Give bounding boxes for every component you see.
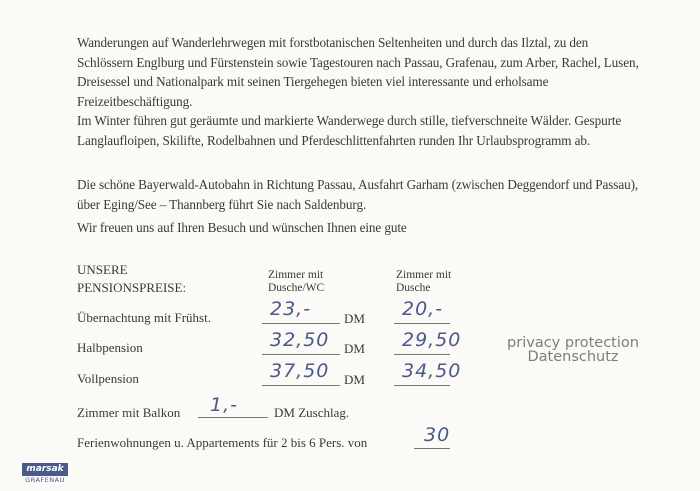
apartments-price-value: 30 bbox=[424, 424, 451, 446]
price-value-dusche: 20,- bbox=[402, 298, 444, 320]
price-value-dusche: 29,50 bbox=[402, 329, 462, 351]
price-value-dusche-wc: 37,50 bbox=[270, 360, 330, 382]
column-header-dusche bbox=[396, 269, 450, 295]
column-header-dusche-line1: Zimmer mit bbox=[396, 269, 452, 281]
publisher-logo-name: marsak bbox=[22, 463, 68, 476]
price-value-dusche-wc: 23,- bbox=[270, 298, 312, 320]
price-row-label: Halbpension bbox=[77, 340, 143, 355]
price-row-label: Übernachtung mit Frühst. bbox=[77, 310, 211, 325]
publisher-logo-place: GRAFENAU bbox=[25, 476, 65, 484]
currency-label: DM bbox=[344, 372, 365, 387]
prices-title-line1: UNSERE bbox=[77, 262, 128, 277]
underline bbox=[394, 354, 450, 355]
column-header-dusche-wc-line1: Zimmer mit bbox=[268, 269, 324, 281]
column-header-dusche-line2: Dusche bbox=[396, 282, 431, 294]
prices-title-line2: PENSIONSPREISE: bbox=[77, 280, 187, 295]
price-row-label: Vollpension bbox=[77, 371, 139, 386]
privacy-watermark bbox=[500, 336, 646, 364]
underline bbox=[262, 385, 340, 386]
balcony-label: Zimmer mit Balkon bbox=[77, 405, 181, 420]
column-header-dusche-wc bbox=[268, 269, 324, 295]
directions-paragraph: Die schöne Bayerwald-Autobahn in Richtung Passau, Ausfahrt Garham (zwischen Deggendorf und Passau), über Eging/See – Thannberg führt Sie nach Saldenburg. bbox=[77, 177, 639, 212]
privacy-watermark-line2: Datenschutz bbox=[527, 349, 619, 365]
balcony-surcharge-value: 1,- bbox=[210, 394, 238, 416]
underline bbox=[198, 417, 268, 418]
underline bbox=[394, 385, 450, 386]
underline bbox=[262, 323, 340, 324]
greeting-paragraph: Wir freuen uns auf Ihren Besuch und wünschen Ihnen eine gute bbox=[77, 220, 407, 235]
currency-label: DM bbox=[344, 341, 365, 356]
privacy-watermark-line1: privacy protection bbox=[507, 335, 639, 351]
winter-paragraph: Im Winter führen gut geräumte und markierte Wanderwege durch stille, tiefverschneite Wälder. Gespurte Langlaufloipen, Skilifte, Rodelbahnen und Pferdeschlittenfahrten runden Ihr Urlaubsprogramm ab. bbox=[77, 113, 622, 148]
balcony-suffix: DM Zuschlag. bbox=[274, 405, 350, 420]
price-value-dusche-wc: 32,50 bbox=[270, 329, 330, 351]
price-value-dusche: 34,50 bbox=[402, 360, 462, 382]
column-header-dusche-wc-line2: Dusche/WC bbox=[268, 282, 325, 294]
apartments-label: Ferienwohnungen u. Appartements für 2 bis 6 Pers. von bbox=[77, 435, 368, 450]
underline bbox=[262, 354, 340, 355]
underline bbox=[394, 323, 450, 324]
currency-label: DM bbox=[344, 311, 365, 326]
intro-paragraph: Wanderungen auf Wanderlehrwegen mit forstbotanischen Seltenheiten und durch das Ilztal, zu den Schlössern Englburg und Fürstenstein sowie Tagestouren nach Passau, Grafenau, zum Arber, Rachel, Lusen, Dreisessel und Nationalpark mit seinen Tiergehegen bieten viel interessante und erholsame Freizeitbeschäftigung. bbox=[77, 35, 639, 109]
publisher-logo bbox=[22, 463, 68, 485]
underline bbox=[414, 448, 450, 449]
